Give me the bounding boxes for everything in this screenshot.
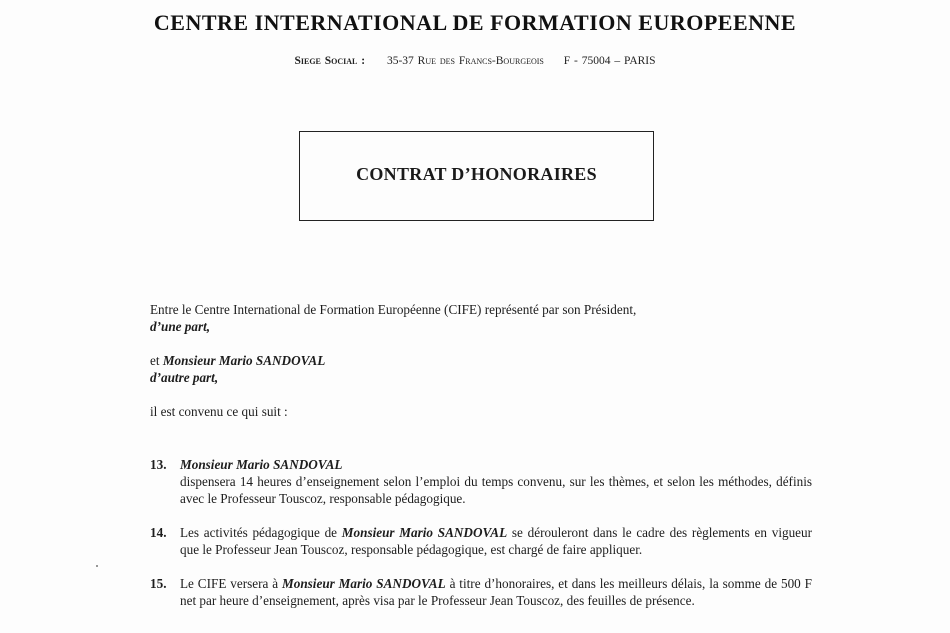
clause-15 bbox=[150, 575, 812, 609]
scan-speck bbox=[96, 565, 98, 567]
party-two-prefix: et bbox=[150, 353, 160, 368]
clause-text-before: Le CIFE versera à bbox=[180, 576, 279, 591]
clause-text: dispensera 14 heures d’enseignement selon l’emploi du temps convenu, sur les thèmes, et selon les méthodes, définis avec le Professeur Touscoz, responsable pédagogique. bbox=[180, 474, 812, 506]
address-city: F - 75004 – PARIS bbox=[563, 55, 656, 67]
address-street: 35-37 Rue des Francs-Bourgeois bbox=[386, 55, 544, 67]
clause-13 bbox=[150, 456, 812, 507]
agreement-intro: il est convenu ce qui suit : bbox=[150, 404, 288, 419]
clause-text-after: se dérouleront dans le cadre des règlements en vigueur que le Professeur Jean Touscoz, responsable pédagogique, est chargé de faire appliquer. bbox=[180, 525, 813, 557]
contract-title: CONTRAT D’HONORAIRES bbox=[356, 163, 597, 184]
clause-text-before: Les activités pédagogique de bbox=[180, 525, 338, 540]
clause-number: 13. bbox=[150, 457, 167, 472]
party-one-paragraph bbox=[150, 301, 812, 335]
party-one-line: Entre le Centre International de Formation Européenne (CIFE) représenté par son Président, bbox=[150, 302, 637, 317]
clause-name: Monsieur Mario SANDOVAL bbox=[282, 576, 446, 591]
party-one-label: d’une part, bbox=[150, 319, 211, 334]
clause-name: Monsieur Mario SANDOVAL bbox=[180, 457, 343, 472]
clause-number: 14. bbox=[150, 525, 167, 540]
clause-text-after: à titre d’honoraires, et dans les meilleurs délais, la somme de 500 F net par heure d’enseignement, après visa par le Professeur Jean Touscoz, des feuilles de présence. bbox=[180, 576, 812, 608]
clause-body bbox=[180, 456, 812, 507]
party-two-label: d’autre part, bbox=[150, 370, 219, 385]
organization-address bbox=[0, 55, 950, 67]
party-two-paragraph bbox=[150, 352, 812, 386]
clause-number: 15. bbox=[150, 576, 167, 591]
clause-14 bbox=[150, 524, 812, 558]
organization-title: CENTRE INTERNATIONAL DE FORMATION EUROPEENNE bbox=[153, 10, 797, 35]
party-two-name: Monsieur Mario SANDOVAL bbox=[162, 353, 326, 368]
address-label: Siege Social : bbox=[294, 55, 366, 67]
party-two-line bbox=[150, 352, 812, 369]
clause-body bbox=[180, 524, 812, 558]
clause-body bbox=[180, 575, 812, 609]
contract-title-box bbox=[299, 131, 654, 221]
clause-name: Monsieur Mario SANDOVAL bbox=[341, 525, 508, 540]
